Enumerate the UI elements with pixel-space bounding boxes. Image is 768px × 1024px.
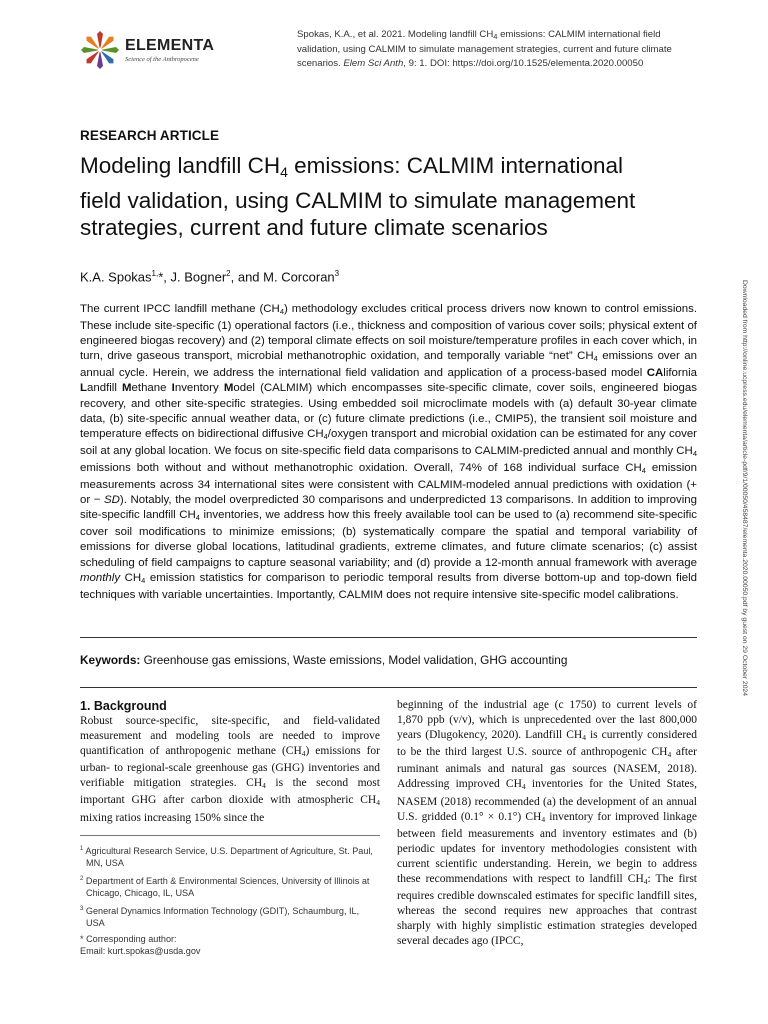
footnotes — [80, 843, 380, 957]
footnote-affiliation-1: $^1$ Agricultural Research Service, U.S. Department of Agriculture, St. Paul, MN, USA — [80, 846, 373, 869]
body-column-right — [397, 698, 697, 950]
citation-text: Spokas, K.A., et al. 2021. Modeling landfill CH — [297, 29, 494, 40]
article-title — [80, 152, 660, 242]
author-spokas[interactable]: K.A. Spokas — [80, 269, 152, 285]
author-bogner[interactable]: , J. Bogner — [163, 269, 227, 285]
download-note — [738, 280, 748, 740]
citation-subscript: 4 — [493, 32, 498, 41]
section-heading: 1. Background — [80, 699, 167, 713]
logo-tagline: Science of the Anthropocene — [125, 56, 199, 63]
author-list — [80, 269, 339, 284]
corresponding-email[interactable]: Email: kurt.spokas@usda.gov — [80, 946, 201, 957]
author-affil-1: 1, — [151, 269, 159, 278]
footnote-affiliation-3: $^3$ General Dynamics Information Technology (GDIT), Schaumburg, IL, USA — [80, 906, 360, 929]
title-subscript: 4 — [280, 164, 288, 180]
title-text: Modeling landfill CH — [80, 153, 281, 178]
elementa-flower-icon — [80, 30, 120, 70]
download-note-text: Downloaded from http://online.ucpress.edu/elementa/article-pdf/9/1/00050/458487/elementa.2020.00050.pdf by guest on 29 October 2024 — [741, 280, 748, 697]
citation-journal: Elem Sci Anth — [343, 57, 404, 69]
keywords — [80, 653, 567, 667]
journal-logo — [80, 30, 230, 66]
corresponding-mark: * — [158, 269, 164, 285]
author-corcoran[interactable]: , and M. Corcoran — [230, 269, 335, 285]
divider — [80, 637, 697, 638]
logo-name: ELEMENTA — [125, 37, 215, 54]
citation-text-2: emissions: CALMIM international field validation, using CALMIM to simulate management strategies, current and future climate scenarios. — [297, 29, 672, 69]
author-affil-2: 2 — [226, 269, 231, 278]
body-paragraph: Robust source-specific, site-specific, and field-validated measurement and modeling tools are needed to improve quantification of anthropogenic methane $(CH_4)$ emissions for urban- to regional-scale greenhouse gas (GHG) inventories and verifiable mitigation strategies. $CH_4$ is the second most important GHG after carbon dioxide with atmospheric $CH_4$ mixing ratios increasing 150% since the — [80, 715, 380, 824]
title-text-2: emissions: CALMIM international field validation, using CALMIM to simulate management strategies, current and future climate scenarios — [80, 153, 636, 240]
author-affil-3: 3 — [334, 269, 340, 278]
article-type-label: RESEARCH ARTICLE — [80, 128, 220, 143]
footnote-affiliation-2: $^2$ Department of Earth & Environmental Sciences, University of Illinois at Chicago, Chicago, IL, USA — [80, 876, 370, 899]
divider — [80, 687, 697, 688]
citation-doi[interactable]: , 9: 1. DOI: https://doi.org/10.1525/elementa.2020.00050 — [403, 57, 644, 69]
footnote-divider — [80, 835, 380, 836]
body-paragraph: beginning of the industrial age (c 1750) to current levels of 1,870 ppb (v/v), which is unprecedented over the last 800,000 years (Dlugokency, 2020). Landfill $CH_4$ is currently considered to be the third largest U.S. source of anthropogenic $CH_4$ after ruminant animals and natural gas sources (NASEM, 2018). Addressing improved $CH_4$ inventories for the United States, NASEM (2018) recommended (a) the development of an annual U.S. gridded (0.1° × 0.1°) $CH_4$ inventory for improved linkage between field measurements and inventory estimates and (b) periodic updates for inventory methodologies consistent with current scientific understanding. Herein, we begin to address these recommendations with respect to landfill $CH_4$: The first requires credible downscaled estimates for specific landfill sites, whereas the second requires new approaches that contrast sharply with highly simplistic estimation strategies developed several decades ago (IPCC, — [397, 699, 698, 948]
keywords-label: Keywords: — [80, 653, 141, 667]
keywords-text: Greenhouse gas emissions, Waste emissions, Model validation, GHG accounting — [140, 653, 568, 667]
corresponding-author: * Corresponding author: — [80, 934, 177, 945]
abstract: The current IPCC landfill methane $(CH_4)$ methodology excludes critical process drivers now known to control emissions. These include site-specific (1) operational factors (i.e., thickness and composition of various cover soils; physical extent of engineered biogas recovery) and (2) temporal climate effects on soil moisture/temperature profiles in each cover which, in turn, drive gaseous transport, microbial methanotrophic oxidation, and temporally variable “net” $CH_4$ emissions over an annual cycle. Herein, we address the international field validation and application of a process-based model CAlifornia Landfill Methane Inventory Model (CALMIM) which encompasses site-specific climate, cover soils, engineered biogas recovery, and other site-specific strategies. Using embedded soil microclimate models with (a) default 30-year climate data, (b) site-specific annual weather data, or (c) future climate predictions (i.e., CMIP5), the transient soil moisture and temperature effects on bidirectional diffusive $CH_4$/oxygen transport and microbial oxidation can be estimated for any cover soil at any global location. We focus on site-specific field data comparisons to CALMIM-predicted annual and monthly $CH_4$ emissions both without and without methanotrophic oxidation. Overall, 74% of 168 individual surface $CH_4$ emission measurements across 34 international sites were consistent with CALMIM-modeled annual predictions with oxidation (+ or − SD). Notably, the model overpredicted 30 comparisons and underpredicted 13 comparisons. In addition to improving site-specific landfill $CH_4$ inventories, we address how this freely available tool can be used to (a) recommend site-specific cover soil modifications to minimize emissions; (b) systematically compare the spatial and temporal variability of emissions for diverse global locations, latitudinal gradients, extreme climates, and future climate scenarios; (c) assist scheduling of field campaigns to capture seasonal variability; and (d) provide a 12-month annual framework with average monthly $CH_4$ emission statistics for comparison to periodic temporal results from diverse bottom-up and top-down field techniques with variable uncertainties. Importantly, CALMIM does not require intensive site-specific model calibrations. — [80, 303, 698, 601]
body-column-left — [80, 699, 380, 826]
citation-header — [297, 28, 697, 70]
